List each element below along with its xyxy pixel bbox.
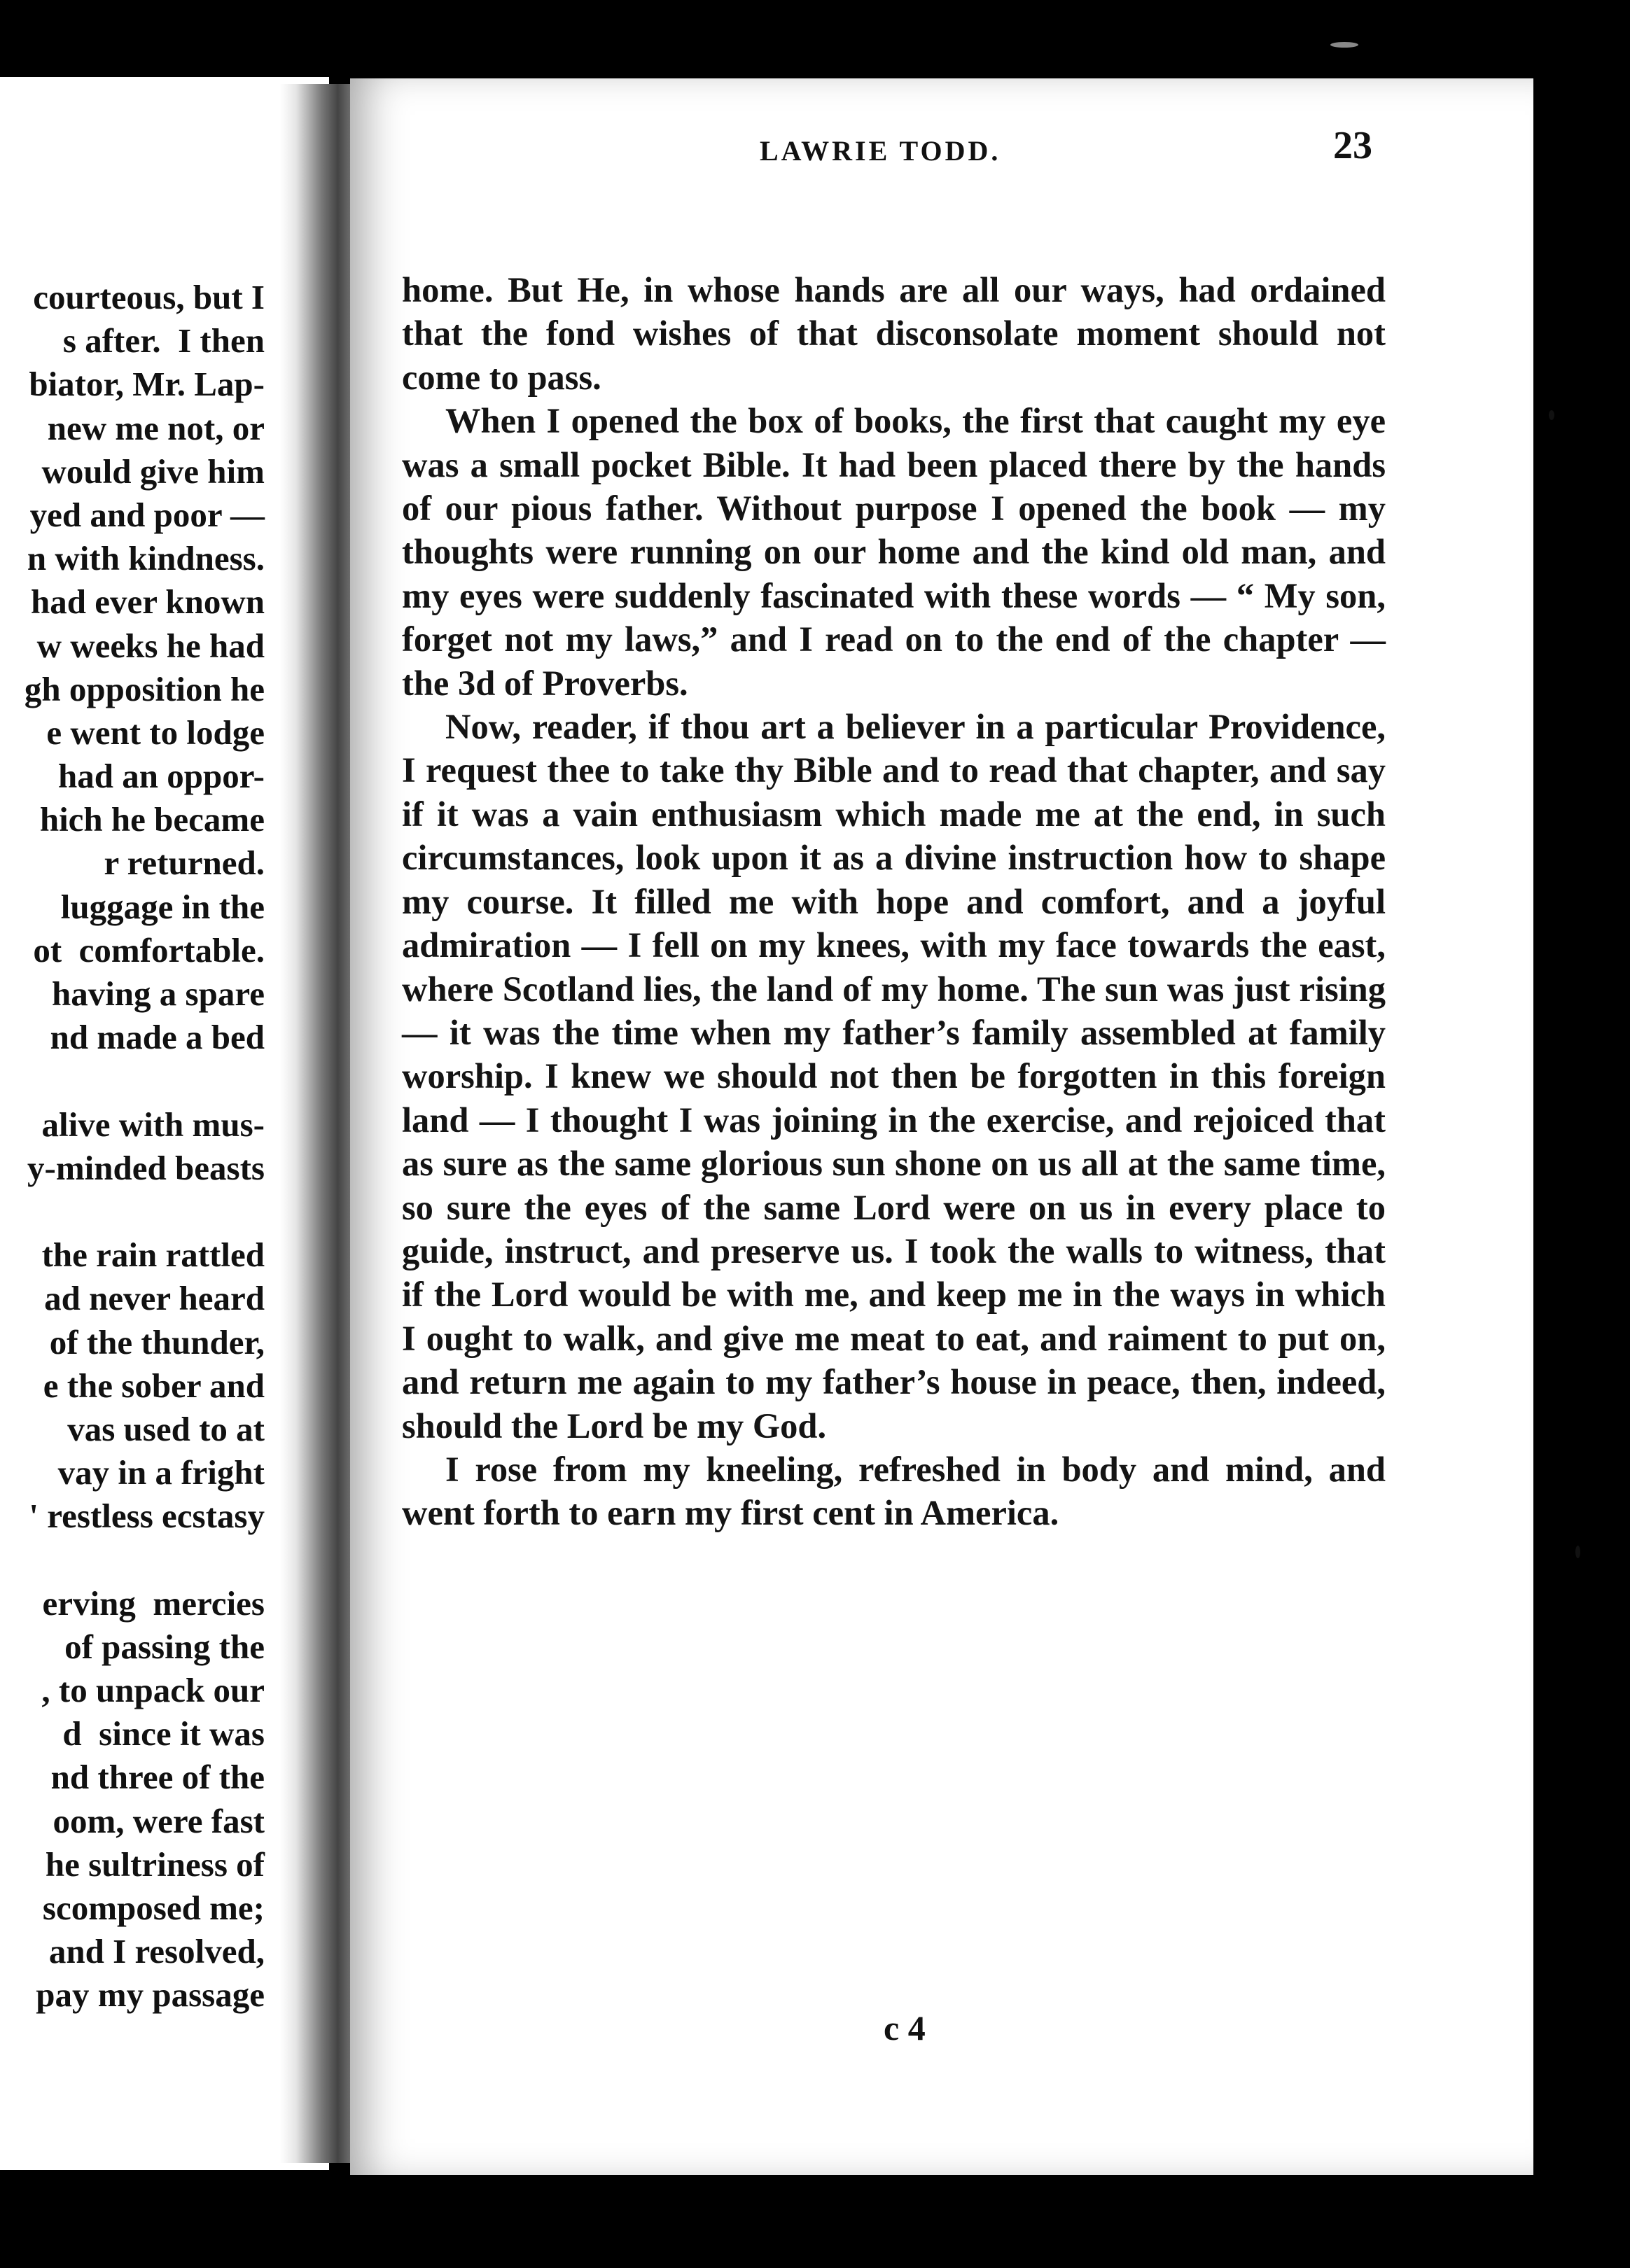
left-page-line	[25, 1538, 265, 1581]
paragraph: home. But He, in whose hands are all our ways, had ordained that the fond wishes of that disconsolate moment should not come to pass.	[402, 270, 1386, 397]
left-page-line: of the thunder,	[49, 1322, 265, 1362]
scan-speck	[1575, 1546, 1580, 1558]
left-page-line: oom, were fast	[53, 1801, 265, 1840]
left-page-line: nd three of the	[50, 1758, 265, 1797]
scan-speck	[1330, 42, 1358, 48]
left-page-line: gh opposition he	[24, 669, 265, 708]
left-page-line: luggage in the	[60, 887, 265, 926]
left-page-line: the rain rattled	[41, 1236, 265, 1275]
left-page-line: , to unpack our	[41, 1671, 265, 1709]
left-page-line: vas used to at	[67, 1409, 265, 1448]
left-page-line: courteous, but I	[33, 278, 265, 316]
paragraph: When I opened the box of books, the first that caught my eye was a small pocket Bible. It had been placed there by the hands of our pious father. Without purpose I opened the book — my thoughts were running on our home and the kind old man, and my eyes were suddenly fascinated with these words — “ My son, forget not my laws,” and I read on to the end of the chapter — the 3d of Proverbs.	[402, 401, 1386, 703]
scan-speck	[1549, 410, 1554, 420]
body-text	[402, 268, 1386, 1535]
left-page-line: biator, Mr. Lap-	[29, 365, 265, 404]
left-page-line: y-minded beasts	[27, 1148, 265, 1187]
left-page-line: ot comfortable.	[33, 930, 265, 969]
paragraph: Now, reader, if thou art a believer in a particular Providence, I request thee to take thy Bible and to read that chapter, and say if it was a vain enthusiasm which made me at the end, in such circumstances, look upon it as a divine instruction how to shape my course. It filled me with hope and comfort, and a joyful admiration — I fell on my knees, with my face towards the east, where Scotland lies, the land of my home. The sun was just rising — it was the time when my father’s family assembled at family worship. I knew we should not then be forgotten in this foreign land — I thought I was joining in the exercise, and rejoiced that as sure as the same glorious sun shone on us all at the same time, so sure the eyes of the same Lord were on us in every place to guide, instruct, and preserve us. I took the walls to witness, that if the Lord would be with me, and keep me in the ways in which I ought to walk, and give me meat to eat, and raiment to put on, and return me again to my father’s house in peace, then, indeed, should the Lord be my God.	[402, 707, 1386, 1446]
left-page-line: he sultriness of	[45, 1844, 265, 1884]
left-page-line: new me not, or	[47, 408, 265, 447]
left-page-line: scomposed me;	[42, 1888, 265, 1927]
left-page-line	[25, 1059, 265, 1102]
left-page-line: had ever known	[30, 582, 265, 622]
left-page-line: r returned.	[104, 844, 265, 883]
left-page-line: ad never heard	[44, 1279, 265, 1318]
left-page-line: hich he became	[39, 800, 265, 839]
left-page-line: e the sober and	[43, 1366, 265, 1405]
left-page-line: pay my passage	[36, 1975, 265, 2015]
running-head: LAWRIE TODD.	[760, 135, 1001, 167]
left-page-line: would give him	[41, 451, 265, 491]
left-page-line: vay in a fright	[57, 1453, 265, 1492]
left-page-line: e went to lodge	[46, 713, 265, 752]
left-page-line: of passing the	[64, 1627, 265, 1666]
left-page-line	[25, 1190, 265, 1233]
left-page-line: alive with mus-	[41, 1105, 265, 1144]
left-page-line: and I resolved,	[48, 1932, 265, 1971]
signature-mark: c 4	[884, 2008, 926, 2047]
paragraph: I rose from my kneeling, refreshed in body and mind, and went forth to earn my first cent in America.	[402, 1449, 1386, 1533]
page-header	[406, 118, 1386, 174]
left-page-line: s after. I then	[62, 321, 265, 360]
left-page-line: yed and poor —	[29, 495, 265, 534]
left-page-line: d since it was	[62, 1714, 265, 1754]
left-page-line: erving mercies	[42, 1583, 265, 1623]
left-page-line: nd made a bed	[50, 1018, 265, 1057]
left-page-line: having a spare	[51, 974, 265, 1013]
page-number: 23	[1333, 124, 1372, 167]
left-page-line: n with kindness.	[27, 539, 265, 578]
left-page-text	[25, 276, 265, 2017]
left-page-line: w weeks he had	[36, 626, 265, 665]
left-page-line: ' restless ecstasy	[29, 1497, 265, 1536]
left-page-line: had an oppor-	[57, 757, 265, 796]
